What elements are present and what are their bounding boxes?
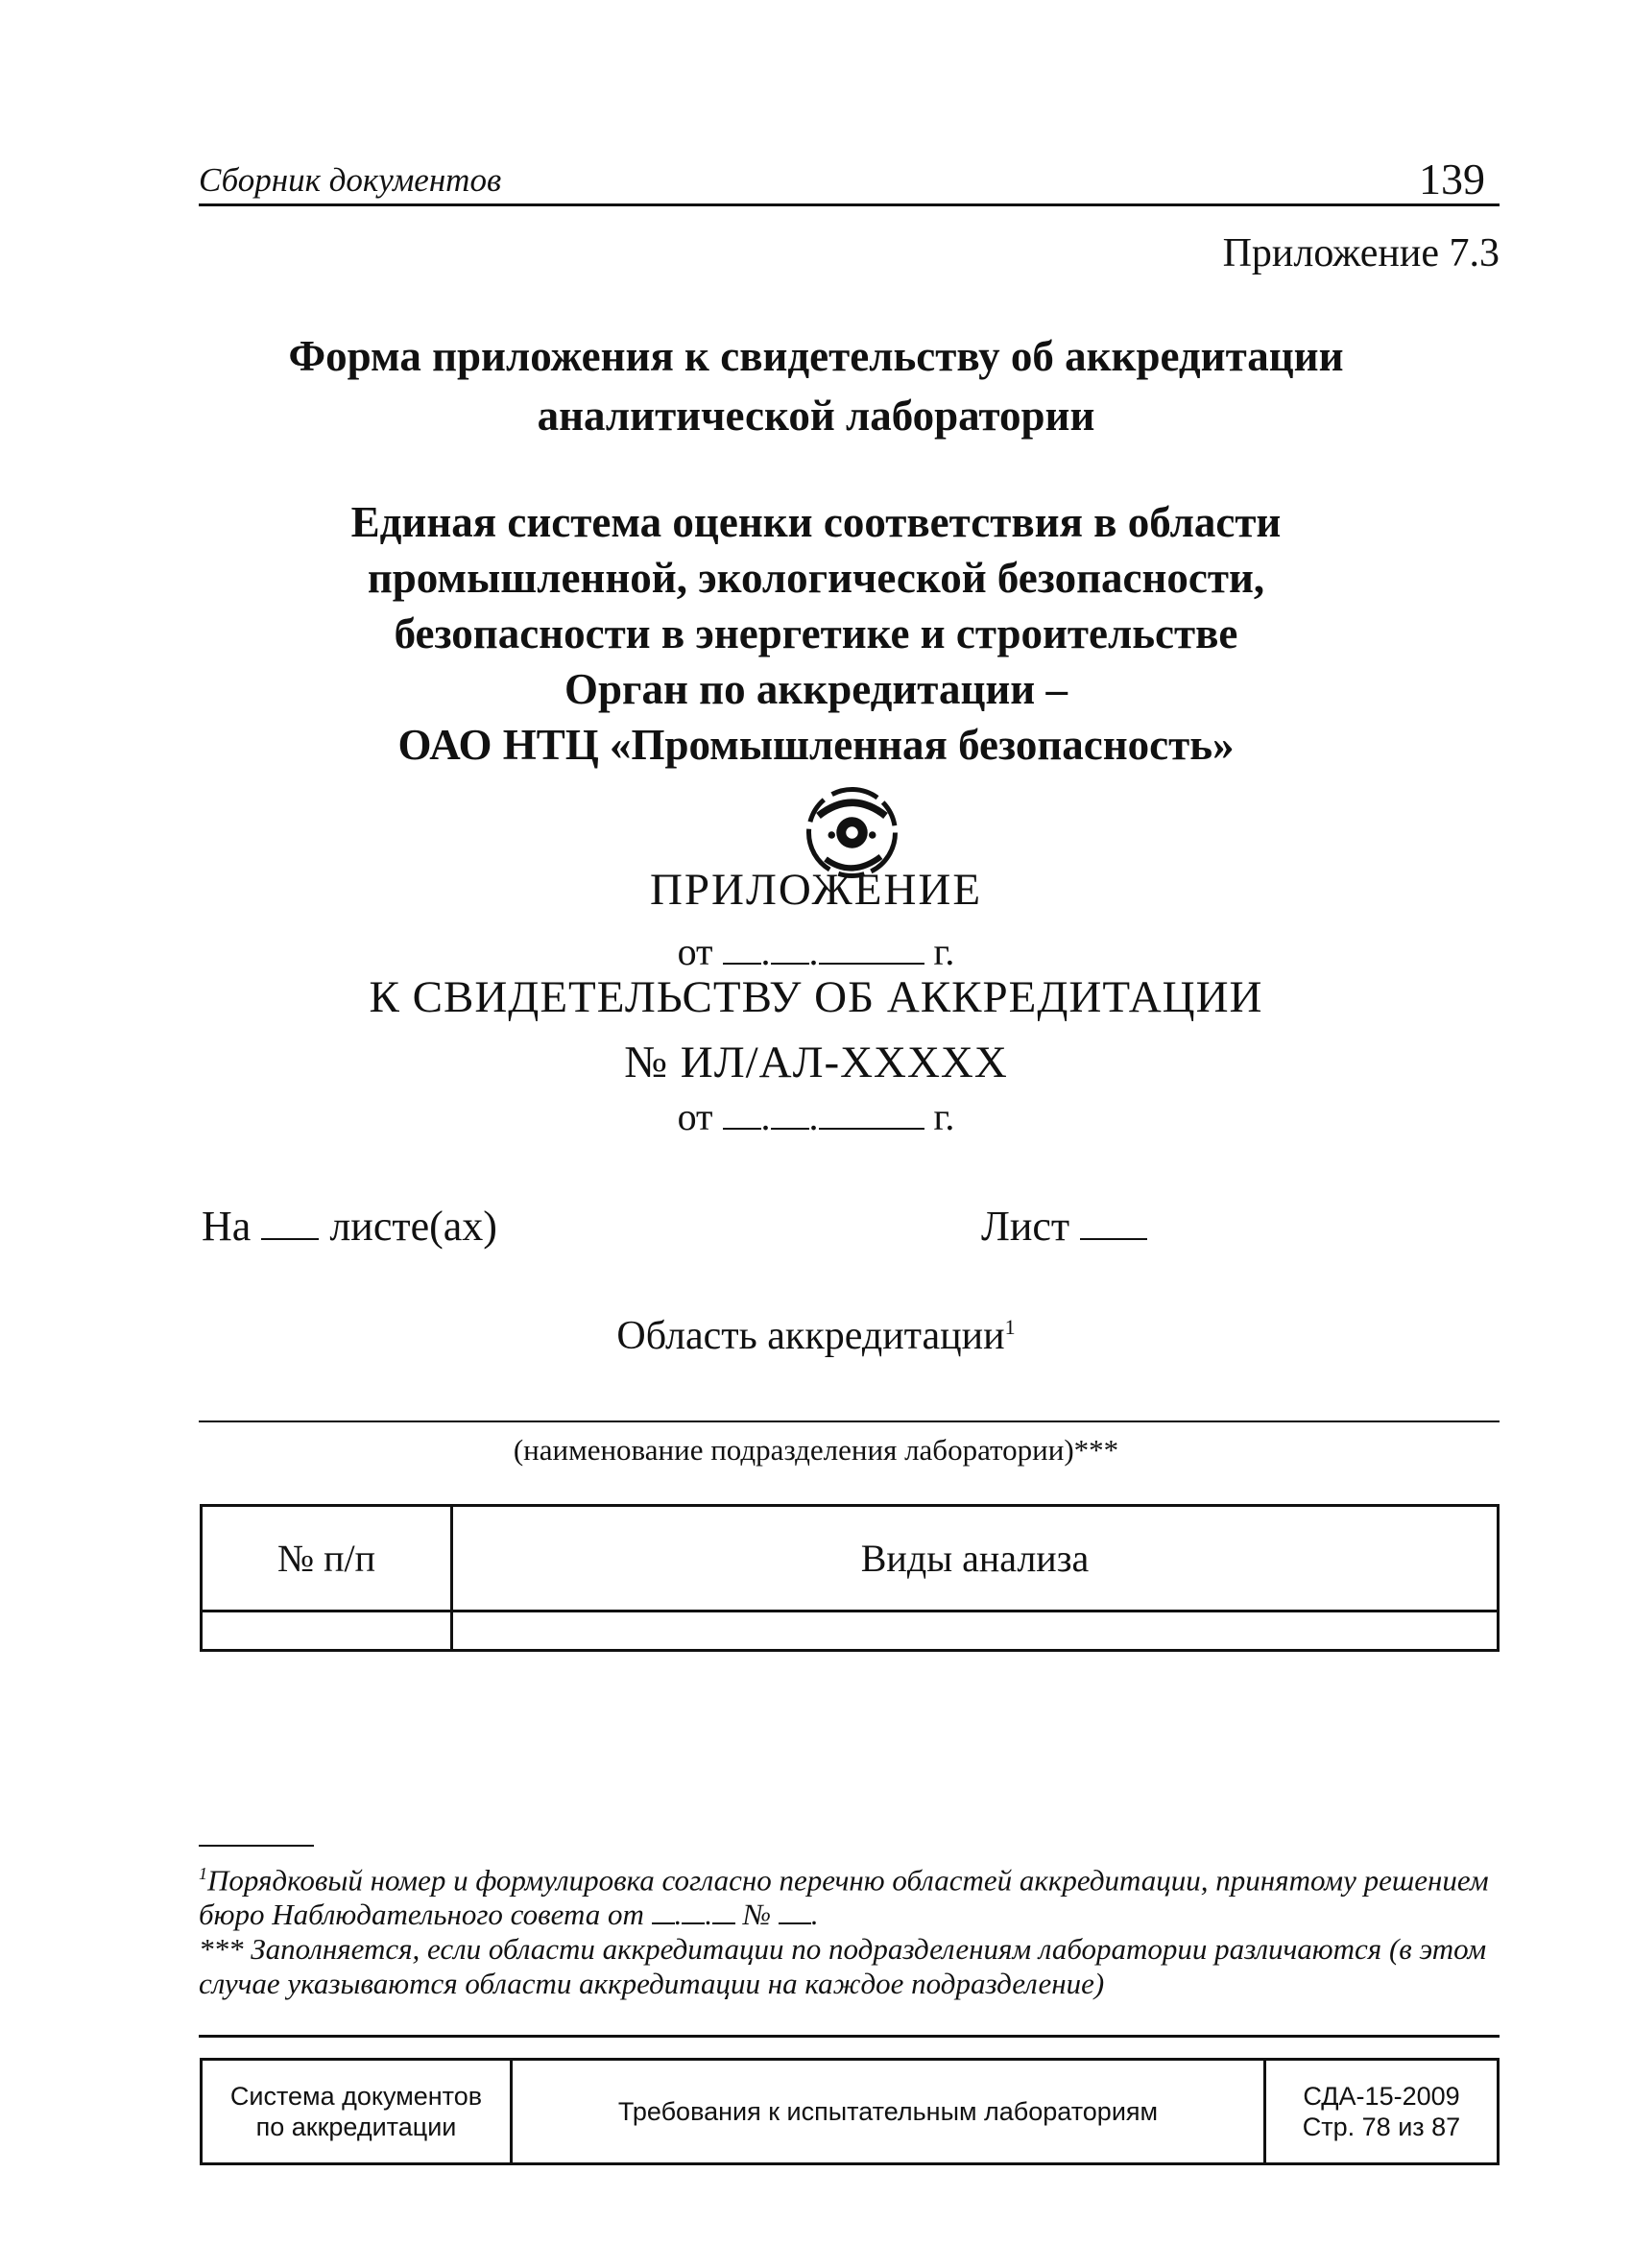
- date-sep: .: [760, 1095, 771, 1138]
- footnote-rule: [199, 1845, 314, 1847]
- document-code-line: СДА-15-2009: [1303, 2082, 1460, 2111]
- footnote-1-text: Порядковый номер и формулировка согласно перечню областей аккредитации, принятому решением бюро Наблюдательного совета от: [199, 1863, 1489, 1932]
- date-sep: .: [808, 1095, 819, 1138]
- sheet-count-suffix: листе(ах): [329, 1203, 497, 1250]
- scope-title-text: Область аккредитации: [616, 1314, 1005, 1358]
- column-header-number: № п/п: [202, 1506, 452, 1611]
- table-cell: [452, 1611, 1499, 1651]
- day-blank: [723, 1101, 761, 1130]
- table-header-row: [202, 1506, 1499, 1611]
- appendix-heading: ПРИЛОЖЕНИЕ: [649, 865, 983, 915]
- sheet-number: [981, 1202, 1147, 1251]
- footnotes: [199, 1856, 1500, 2001]
- document-system: [203, 2061, 513, 2162]
- footnote-1: [199, 1856, 1500, 1932]
- year-blank: [819, 1101, 924, 1130]
- subdivision-caption: (наименование подразделения лаборатории)***: [513, 1433, 1119, 1467]
- date-sep: .: [705, 1898, 713, 1932]
- appendix-date: [0, 929, 1632, 974]
- month-blank: [771, 1101, 809, 1130]
- scope-table: [200, 1504, 1500, 1652]
- date-sep: .: [808, 930, 819, 973]
- sheet-count: [202, 1202, 497, 1251]
- sheet-label: Лист: [981, 1203, 1070, 1250]
- form-title-line: аналитической лаборатории: [537, 392, 1095, 440]
- document-code: [1266, 2061, 1497, 2162]
- column-header-analysis: Виды анализа: [452, 1506, 1499, 1611]
- day-blank: [652, 1901, 675, 1924]
- year-blank: [819, 936, 924, 965]
- day-blank: [723, 936, 761, 965]
- sheet-count-blank: [261, 1207, 319, 1240]
- system-heading: [0, 494, 1632, 773]
- year-blank: [712, 1901, 735, 1924]
- system-heading-line: Орган по аккредитации –: [564, 665, 1068, 713]
- table-row: [202, 1611, 1499, 1651]
- date-sep: .: [760, 930, 771, 973]
- date-prefix: от: [677, 1095, 713, 1138]
- number-sign: №: [742, 1898, 772, 1932]
- document-system-line: Система документов: [229, 2082, 483, 2111]
- footnote-ref: 1: [1004, 1315, 1016, 1339]
- bottom-rule: [199, 2035, 1500, 2038]
- footnote-2: *** Заполняется, если области аккредитации по подразделениям лаборатории различаются (в этом случае указываются области аккредитации на каждое подразделение): [199, 1932, 1487, 2001]
- page-number: 139: [1419, 155, 1485, 203]
- appendix-label: Приложение 7.3: [1222, 231, 1500, 275]
- system-heading-line: Единая система оценки соответствия в области: [350, 498, 1282, 546]
- form-title-line: Форма приложения к свидетельству об аккредитации: [288, 332, 1344, 380]
- header-rule: [199, 203, 1500, 206]
- subdivision-line: [199, 1420, 1500, 1422]
- table-cell: [202, 1611, 452, 1651]
- document-page-line: Стр. 78 из 87: [1302, 2113, 1461, 2141]
- scope-title: [0, 1313, 1632, 1359]
- month-blank: [682, 1901, 705, 1924]
- collection-title: Сборник документов: [199, 161, 502, 199]
- sheet-number-blank: [1080, 1207, 1147, 1240]
- certificate-heading: К СВИДЕТЕЛЬСТВУ ОБ АККРЕДИТАЦИИ: [369, 972, 1263, 1022]
- date-suffix: г.: [933, 930, 955, 973]
- system-heading-line: промышленной, экологической безопасности,: [367, 554, 1265, 602]
- sheet-count-prefix: На: [202, 1203, 252, 1250]
- document-title: Требования к испытательным лабораториям: [513, 2061, 1266, 2162]
- document-stamp: [200, 2058, 1500, 2165]
- date-sep: .: [674, 1898, 683, 1932]
- month-blank: [771, 936, 809, 965]
- date-suffix: г.: [933, 1095, 955, 1138]
- document-system-line: по аккредитации: [255, 2113, 457, 2141]
- number-blank: [779, 1901, 811, 1924]
- footnote-end: .: [810, 1898, 819, 1932]
- certificate-number: № ИЛ/АЛ-XXXXX: [624, 1038, 1008, 1087]
- system-heading-line: ОАО НТЦ «Промышленная безопасность»: [397, 721, 1235, 769]
- date-prefix: от: [677, 930, 713, 973]
- form-title: [0, 326, 1632, 445]
- system-heading-line: безопасности в энергетике и строительстве: [394, 609, 1238, 657]
- certificate-date: [0, 1094, 1632, 1139]
- footnote-mark: 1: [199, 1864, 207, 1883]
